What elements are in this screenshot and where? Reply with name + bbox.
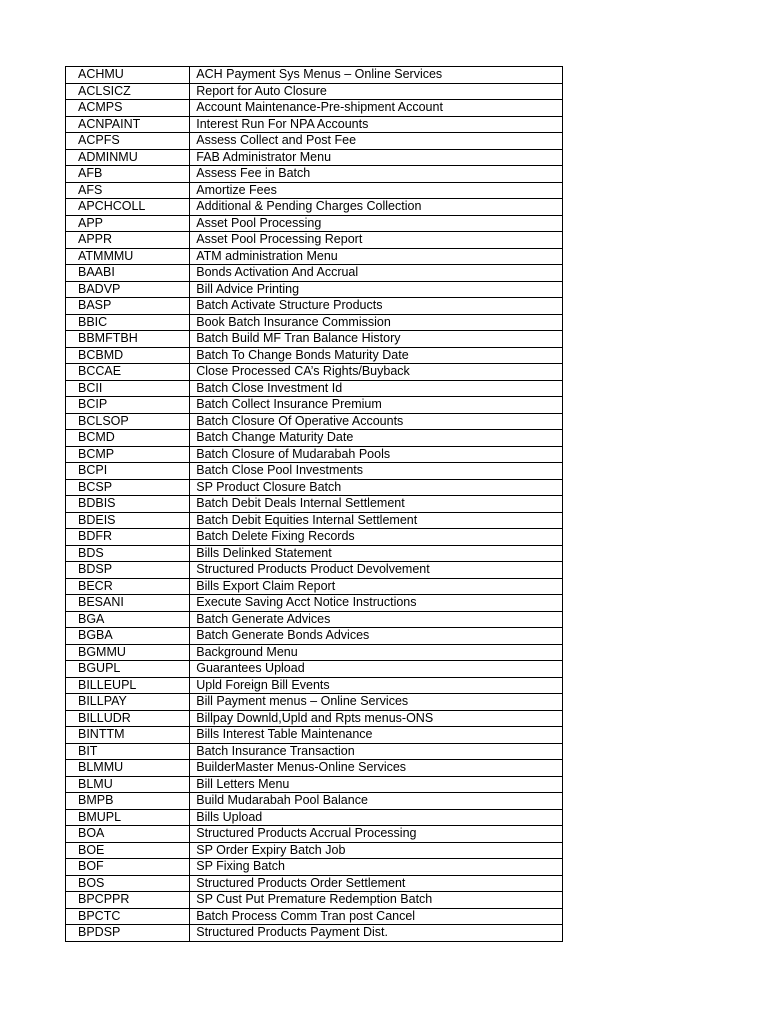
table-row — [66, 644, 563, 661]
menu-code-cell: BCLSOP — [66, 413, 190, 430]
menu-code-cell: BPCPPR — [66, 892, 190, 909]
menu-description-cell: Batch Insurance Transaction — [190, 743, 563, 760]
menu-description-cell: Batch Build MF Tran Balance History — [190, 331, 563, 348]
menu-code-cell: BGA — [66, 611, 190, 628]
table-row — [66, 578, 563, 595]
menu-description-cell: Batch Close Pool Investments — [190, 463, 563, 480]
menu-code-cell: BPDSP — [66, 925, 190, 942]
menu-description-cell: Batch Closure of Mudarabah Pools — [190, 446, 563, 463]
menu-description-cell: Asset Pool Processing Report — [190, 232, 563, 249]
table-row — [66, 875, 563, 892]
menu-code-cell: BOS — [66, 875, 190, 892]
menu-description-cell: Batch Close Investment Id — [190, 380, 563, 397]
menu-description-cell: Batch Change Maturity Date — [190, 430, 563, 447]
table-row — [66, 512, 563, 529]
menu-code-cell: ACMPS — [66, 100, 190, 117]
menu-code-cell: BBIC — [66, 314, 190, 331]
menu-description-cell: Billpay Downld,Upld and Rpts menus-ONS — [190, 710, 563, 727]
table-row — [66, 677, 563, 694]
table-row — [66, 446, 563, 463]
table-row — [66, 628, 563, 645]
menu-code-cell: ATMMMU — [66, 248, 190, 265]
menu-code-cell: ACLSICZ — [66, 83, 190, 100]
table-body — [66, 67, 563, 942]
table-row — [66, 562, 563, 579]
menu-code-cell: ACNPAINT — [66, 116, 190, 133]
table-row — [66, 166, 563, 183]
menu-description-cell: Bills Upload — [190, 809, 563, 826]
menu-code-cell: BDSP — [66, 562, 190, 579]
menu-code-cell: BINTTM — [66, 727, 190, 744]
menu-description-cell: Batch Delete Fixing Records — [190, 529, 563, 546]
menu-description-cell: Amortize Fees — [190, 182, 563, 199]
menu-code-cell: BCCAE — [66, 364, 190, 381]
table-row — [66, 347, 563, 364]
menu-code-cell: BMUPL — [66, 809, 190, 826]
table-row — [66, 133, 563, 150]
menu-description-cell: Structured Products Product Devolvement — [190, 562, 563, 579]
table-row — [66, 232, 563, 249]
menu-description-cell: Build Mudarabah Pool Balance — [190, 793, 563, 810]
table-row — [66, 364, 563, 381]
menu-description-cell: Upld Foreign Bill Events — [190, 677, 563, 694]
table-row — [66, 595, 563, 612]
menu-code-table — [65, 66, 563, 942]
table-row — [66, 925, 563, 942]
menu-code-cell: BASP — [66, 298, 190, 315]
table-row — [66, 760, 563, 777]
menu-code-cell: APPR — [66, 232, 190, 249]
menu-description-cell: Bill Advice Printing — [190, 281, 563, 298]
menu-code-cell: BDS — [66, 545, 190, 562]
menu-code-cell: BOA — [66, 826, 190, 843]
menu-description-cell: Bills Export Claim Report — [190, 578, 563, 595]
menu-description-cell: Assess Collect and Post Fee — [190, 133, 563, 150]
menu-description-cell: BuilderMaster Menus-Online Services — [190, 760, 563, 777]
menu-code-cell: BGMMU — [66, 644, 190, 661]
menu-description-cell: SP Order Expiry Batch Job — [190, 842, 563, 859]
menu-code-cell: APP — [66, 215, 190, 232]
menu-code-cell: BILLPAY — [66, 694, 190, 711]
table-row — [66, 215, 563, 232]
menu-code-cell: ADMINMU — [66, 149, 190, 166]
menu-code-cell: BCIP — [66, 397, 190, 414]
table-row — [66, 314, 563, 331]
menu-description-cell: Background Menu — [190, 644, 563, 661]
table-row — [66, 611, 563, 628]
menu-code-cell: BOE — [66, 842, 190, 859]
table-row — [66, 727, 563, 744]
menu-description-cell: Bill Payment menus – Online Services — [190, 694, 563, 711]
menu-code-cell: BMPB — [66, 793, 190, 810]
menu-code-cell: APCHCOLL — [66, 199, 190, 216]
menu-code-cell: BLMU — [66, 776, 190, 793]
menu-code-cell: BCII — [66, 380, 190, 397]
menu-description-cell: Execute Saving Acct Notice Instructions — [190, 595, 563, 612]
menu-description-cell: Batch Closure Of Operative Accounts — [190, 413, 563, 430]
table-row — [66, 463, 563, 480]
table-row — [66, 331, 563, 348]
menu-description-cell: Batch Debit Equities Internal Settlement — [190, 512, 563, 529]
table-row — [66, 859, 563, 876]
menu-description-cell: Structured Products Accrual Processing — [190, 826, 563, 843]
menu-description-cell: SP Fixing Batch — [190, 859, 563, 876]
menu-description-cell: Batch To Change Bonds Maturity Date — [190, 347, 563, 364]
menu-code-cell: BDFR — [66, 529, 190, 546]
menu-description-cell: Bills Interest Table Maintenance — [190, 727, 563, 744]
table-row — [66, 199, 563, 216]
table-row — [66, 661, 563, 678]
table-row — [66, 793, 563, 810]
table-row — [66, 908, 563, 925]
table-row — [66, 397, 563, 414]
menu-code-cell: BCPI — [66, 463, 190, 480]
menu-description-cell: Structured Products Payment Dist. — [190, 925, 563, 942]
menu-code-cell: BIT — [66, 743, 190, 760]
table-row — [66, 380, 563, 397]
menu-description-cell: Book Batch Insurance Commission — [190, 314, 563, 331]
menu-description-cell: Batch Process Comm Tran post Cancel — [190, 908, 563, 925]
menu-description-cell: Asset Pool Processing — [190, 215, 563, 232]
table-row — [66, 248, 563, 265]
menu-code-cell: AFS — [66, 182, 190, 199]
table-row — [66, 182, 563, 199]
table-row — [66, 529, 563, 546]
table-row — [66, 776, 563, 793]
menu-code-cell: BILLEUPL — [66, 677, 190, 694]
menu-description-cell: Assess Fee in Batch — [190, 166, 563, 183]
table-row — [66, 892, 563, 909]
table-row — [66, 743, 563, 760]
table-row — [66, 479, 563, 496]
menu-code-cell: AFB — [66, 166, 190, 183]
menu-description-cell: Batch Generate Advices — [190, 611, 563, 628]
table-row — [66, 545, 563, 562]
table-row — [66, 149, 563, 166]
menu-description-cell: Batch Activate Structure Products — [190, 298, 563, 315]
menu-description-cell: Batch Collect Insurance Premium — [190, 397, 563, 414]
menu-code-cell: BPCTC — [66, 908, 190, 925]
menu-code-cell: ACHMU — [66, 67, 190, 84]
menu-code-cell: BCMP — [66, 446, 190, 463]
table-row — [66, 710, 563, 727]
menu-description-cell: SP Product Closure Batch — [190, 479, 563, 496]
menu-description-cell: Close Processed CA’s Rights/Buyback — [190, 364, 563, 381]
table-row — [66, 826, 563, 843]
menu-code-cell: BADVP — [66, 281, 190, 298]
menu-code-cell: BECR — [66, 578, 190, 595]
menu-description-cell: ATM administration Menu — [190, 248, 563, 265]
menu-description-cell: ACH Payment Sys Menus – Online Services — [190, 67, 563, 84]
table-row — [66, 116, 563, 133]
menu-code-cell: BCBMD — [66, 347, 190, 364]
menu-description-cell: Bills Delinked Statement — [190, 545, 563, 562]
menu-code-cell: BGBA — [66, 628, 190, 645]
menu-description-cell: Account Maintenance-Pre-shipment Account — [190, 100, 563, 117]
table-row — [66, 430, 563, 447]
table-row — [66, 694, 563, 711]
menu-code-cell: BILLUDR — [66, 710, 190, 727]
menu-description-cell: Bill Letters Menu — [190, 776, 563, 793]
menu-description-cell: Additional & Pending Charges Collection — [190, 199, 563, 216]
menu-code-cell: BAABI — [66, 265, 190, 282]
menu-description-cell: Batch Generate Bonds Advices — [190, 628, 563, 645]
menu-description-cell: SP Cust Put Premature Redemption Batch — [190, 892, 563, 909]
menu-code-cell: BDBIS — [66, 496, 190, 513]
menu-description-cell: Bonds Activation And Accrual — [190, 265, 563, 282]
table-row — [66, 809, 563, 826]
menu-description-cell: Batch Debit Deals Internal Settlement — [190, 496, 563, 513]
menu-code-cell: BCMD — [66, 430, 190, 447]
table-row — [66, 842, 563, 859]
table-row — [66, 83, 563, 100]
table-row — [66, 67, 563, 84]
table-row — [66, 496, 563, 513]
menu-code-cell: BCSP — [66, 479, 190, 496]
table-row — [66, 298, 563, 315]
menu-code-cell: BDEIS — [66, 512, 190, 529]
menu-description-cell: FAB Administrator Menu — [190, 149, 563, 166]
menu-code-cell: BBMFTBH — [66, 331, 190, 348]
table-row — [66, 100, 563, 117]
menu-description-cell: Report for Auto Closure — [190, 83, 563, 100]
menu-description-cell: Guarantees Upload — [190, 661, 563, 678]
table-row — [66, 265, 563, 282]
menu-code-cell: BGUPL — [66, 661, 190, 678]
menu-code-cell: BOF — [66, 859, 190, 876]
table-row — [66, 413, 563, 430]
menu-code-cell: BLMMU — [66, 760, 190, 777]
menu-description-cell: Interest Run For NPA Accounts — [190, 116, 563, 133]
menu-description-cell: Structured Products Order Settlement — [190, 875, 563, 892]
menu-code-cell: ACPFS — [66, 133, 190, 150]
table-row — [66, 281, 563, 298]
menu-code-cell: BESANI — [66, 595, 190, 612]
